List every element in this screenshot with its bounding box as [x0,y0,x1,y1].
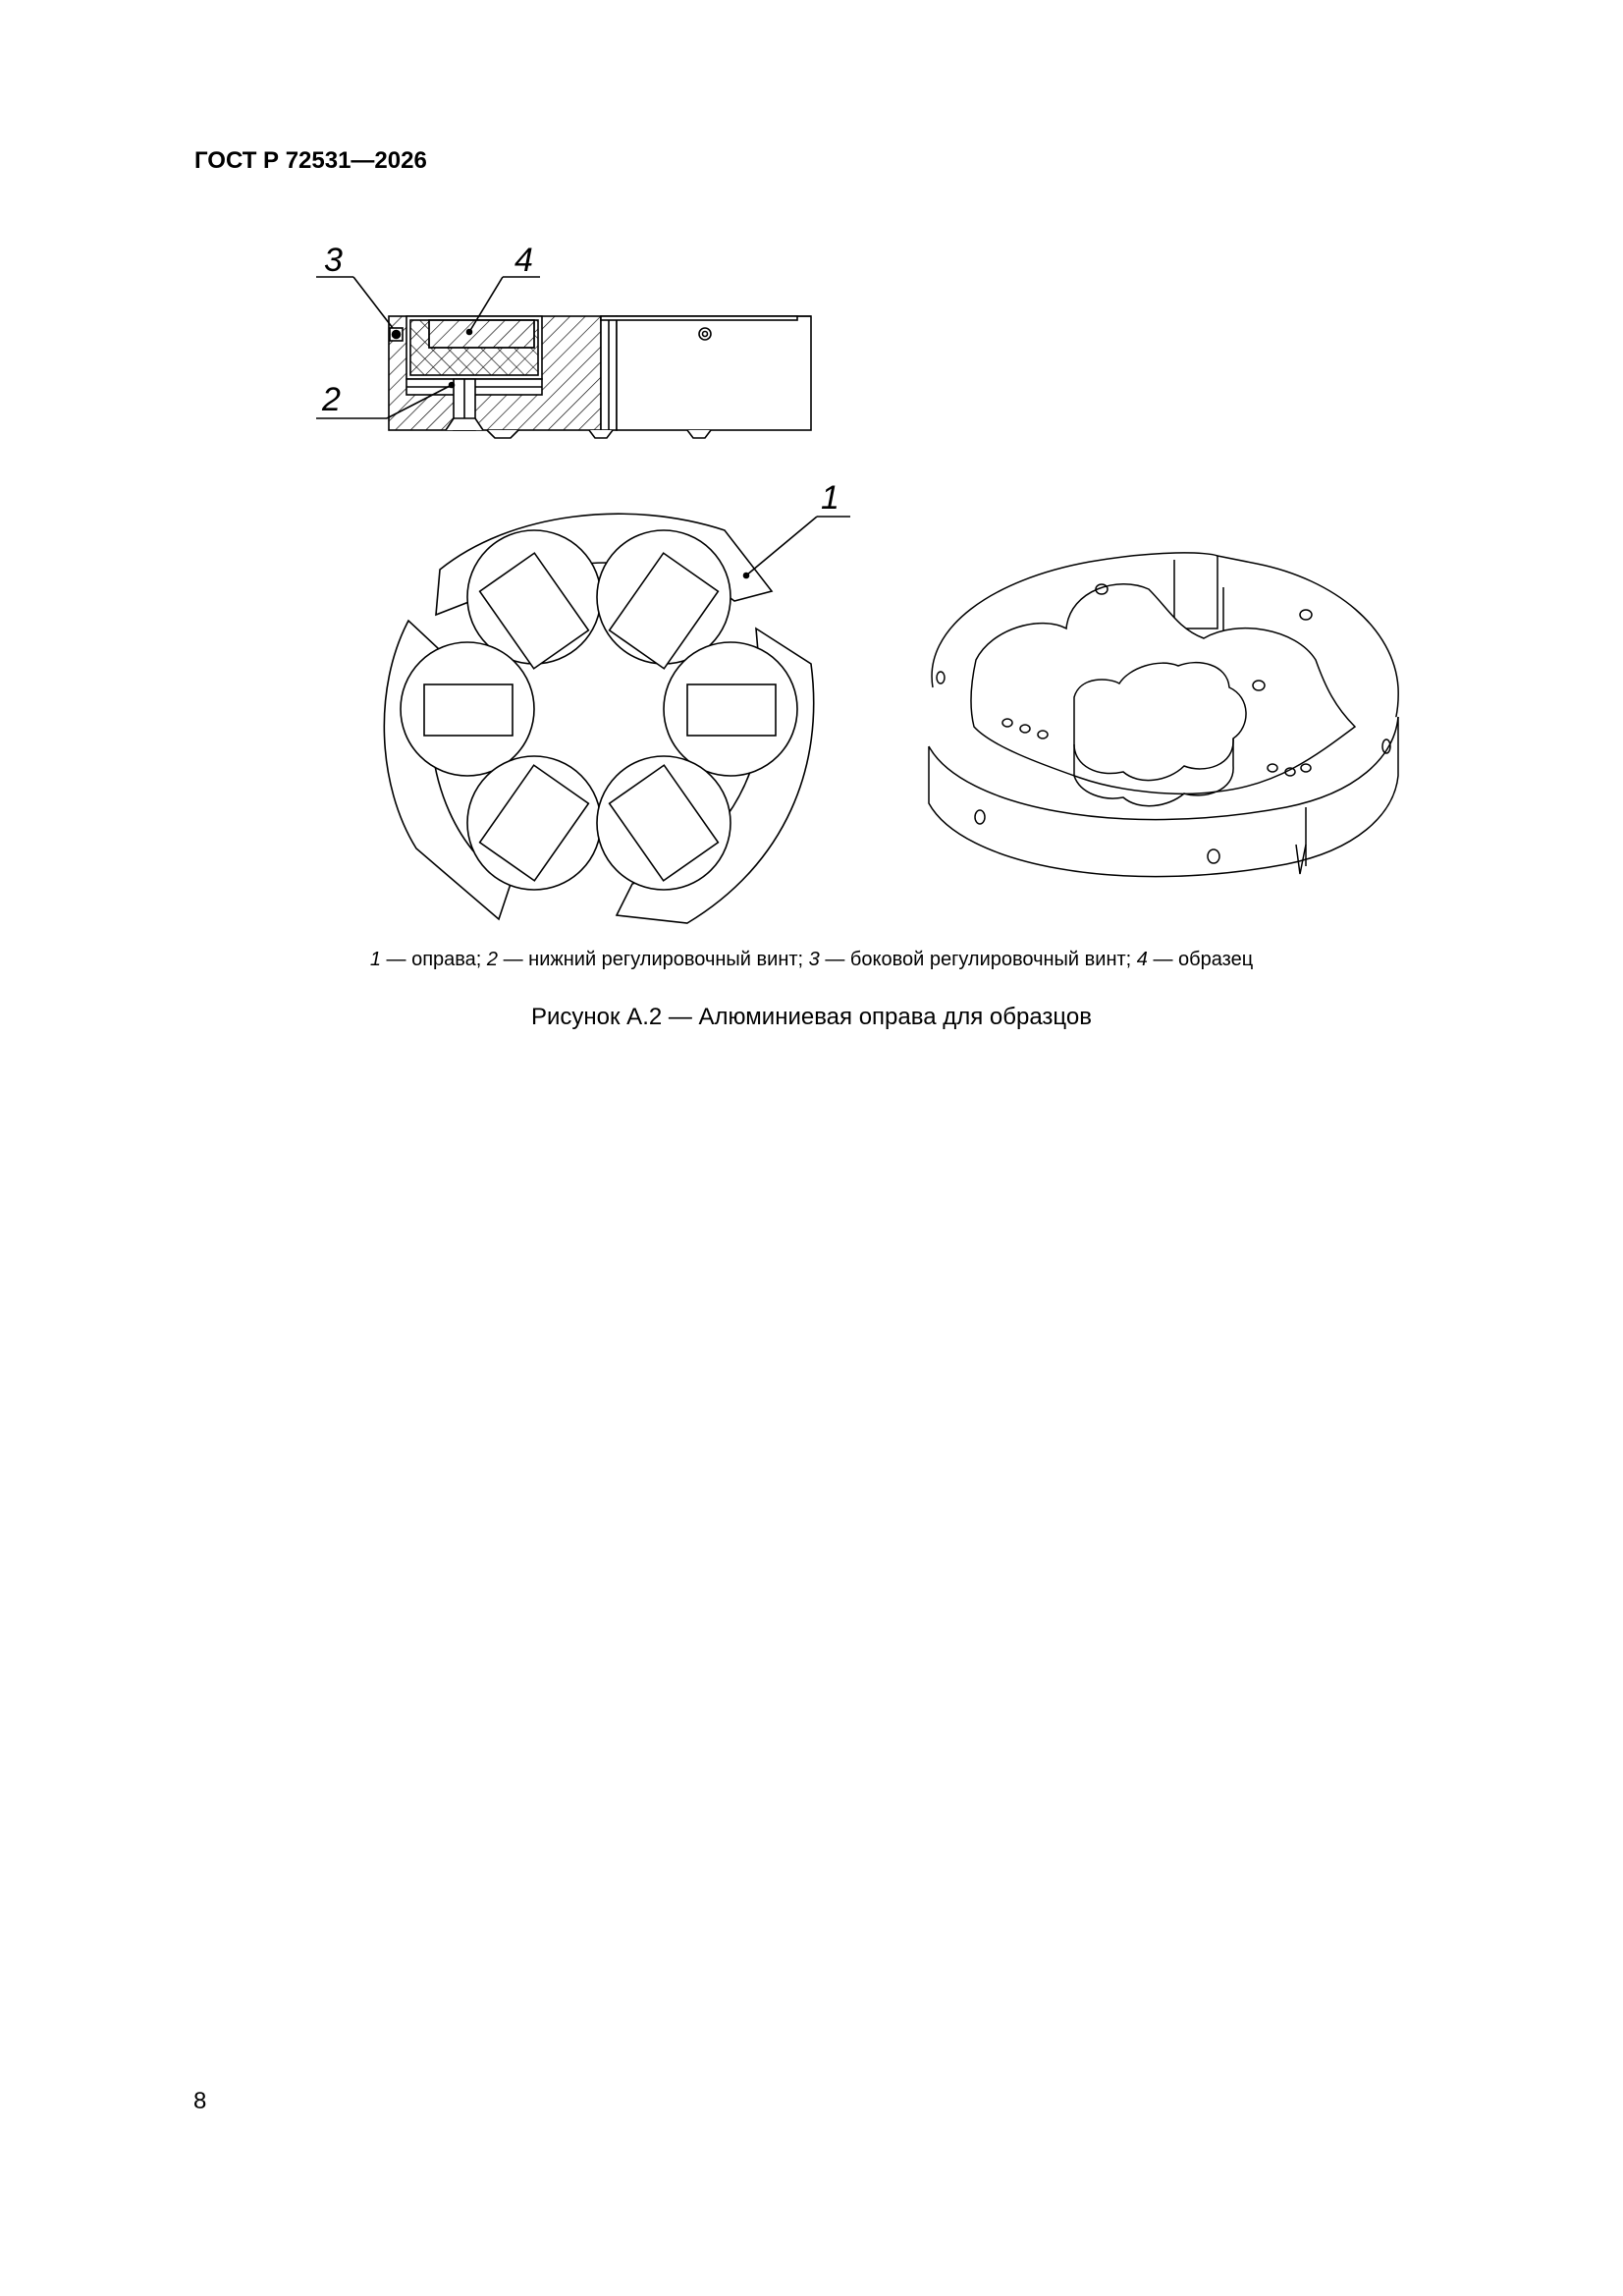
legend-text: — оправа; [380,949,487,970]
callout-1: 1 [821,479,839,517]
specimen-disc [401,642,534,776]
callout-2: 2 [322,381,341,418]
legend-num: 3 [808,949,820,970]
figure-title: Рисунок А.2 — Алюминиевая оправа для образцов [531,1004,1092,1030]
isometric-view [929,553,1398,877]
figure-legend [0,949,1623,971]
callout-3: 3 [324,242,343,279]
section-view [316,277,811,438]
legend-num: 1 [369,949,381,970]
plan-view [384,514,850,923]
legend-num: 4 [1136,949,1148,970]
legend-text: — боковой регулировочный винт; [819,949,1137,970]
specimen-disc [664,642,797,776]
legend-text: — нижний регулировочный винт; [498,949,809,970]
specimen-disc [467,756,601,890]
legend-num: 2 [486,949,499,970]
page-number: 8 [193,2088,207,2114]
specimen-disc [597,756,730,890]
standard-number-header: ГОСТ Р 72531—2026 [194,147,427,174]
callout-4: 4 [514,242,533,279]
legend-text: — образец [1147,949,1254,970]
aluminium-sample-holder-figure [0,0,1623,982]
